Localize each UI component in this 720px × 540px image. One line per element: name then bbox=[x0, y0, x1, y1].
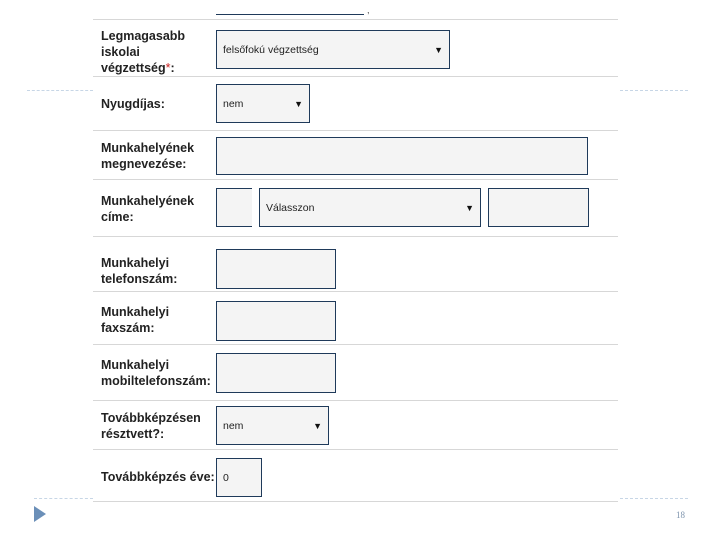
training-select[interactable]: nem ▼ bbox=[216, 406, 329, 445]
education-select[interactable]: felsőfokú végzettség ▼ bbox=[216, 30, 450, 69]
work-mobile-label: Munkahelyi mobiltelefonszám: bbox=[101, 358, 211, 388]
work-mobile-input[interactable] bbox=[216, 353, 336, 393]
work-phone-label: Munkahelyi telefonszám: bbox=[101, 256, 178, 286]
address-city-select[interactable]: Válasszon ▼ bbox=[259, 188, 481, 227]
slide-decor-line bbox=[620, 90, 688, 91]
training-year-input[interactable]: 0 bbox=[216, 458, 262, 497]
workplace-address-label: Munkahelyének címe: bbox=[101, 194, 195, 224]
training-year-label: Továbbképzés éve: bbox=[101, 470, 215, 484]
form-row-training bbox=[93, 401, 618, 450]
pension-select[interactable]: nem ▼ bbox=[216, 84, 310, 123]
slide-decor-line bbox=[34, 498, 93, 499]
form-row-training-year bbox=[93, 450, 618, 502]
play-triangle-icon bbox=[34, 506, 46, 522]
form-row-work-phone bbox=[93, 237, 618, 292]
previous-field-marker: , bbox=[367, 5, 370, 15]
chevron-down-icon: ▼ bbox=[294, 98, 303, 109]
form-row-work-fax bbox=[93, 292, 618, 345]
chevron-down-icon: ▼ bbox=[434, 44, 443, 55]
page-number: 18 bbox=[676, 510, 685, 520]
pension-label: Nyugdíjas: bbox=[101, 97, 165, 111]
work-phone-input[interactable] bbox=[216, 249, 336, 289]
address-street-input[interactable] bbox=[488, 188, 589, 227]
slide-decor-line bbox=[620, 498, 688, 499]
workplace-name-input[interactable] bbox=[216, 137, 588, 175]
education-label: Legmagasabb iskolai végzettség*: bbox=[101, 29, 186, 75]
chevron-down-icon: ▼ bbox=[465, 202, 474, 213]
workplace-name-label: Munkahelyének megnevezése: bbox=[101, 141, 195, 171]
registration-form bbox=[93, 0, 620, 505]
training-label: Továbbképzésen résztvett?: bbox=[101, 411, 201, 441]
address-zip-input[interactable] bbox=[216, 188, 252, 227]
form-row-workplace-address bbox=[93, 180, 618, 237]
slide-decor-line bbox=[27, 90, 93, 91]
form-row-pension bbox=[93, 77, 618, 131]
work-fax-label: Munkahelyi faxszám: bbox=[101, 305, 170, 335]
form-row-education bbox=[93, 20, 618, 77]
form-row-divider bbox=[93, 0, 618, 20]
required-mark: * bbox=[165, 61, 171, 75]
form-row-work-mobile bbox=[93, 345, 618, 401]
form-row-workplace-name bbox=[93, 131, 618, 180]
chevron-down-icon: ▼ bbox=[313, 420, 322, 431]
work-fax-input[interactable] bbox=[216, 301, 336, 341]
